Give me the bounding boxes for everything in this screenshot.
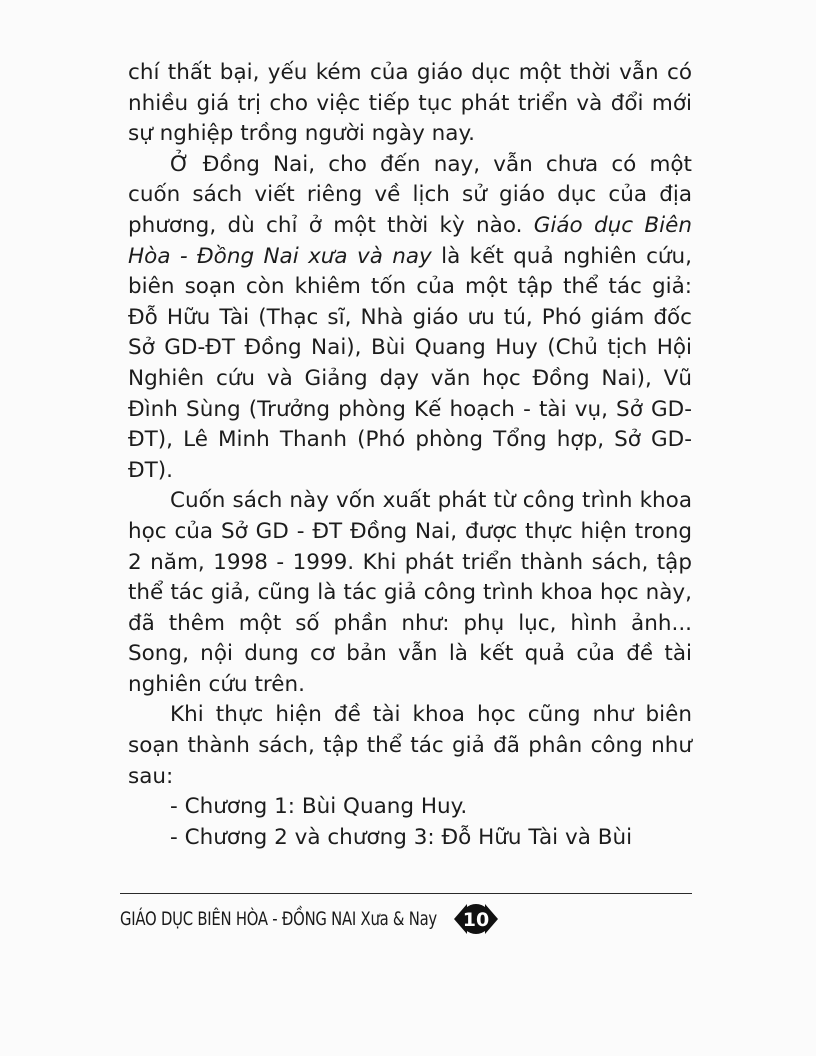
list-item: - Chương 2 và chương 3: Đỗ Hữu Tài và Bùi	[170, 824, 633, 850]
footer-divider	[120, 893, 692, 894]
paragraph-3: Cuốn sách này vốn xuất phát từ công trình khoa học của Sở GD - ĐT Đồng Nai, được thực hiện trong 2 năm, 1998 - 1999. Khi phát triển thành sách, tập thể tác giả, cũng là tác giả công trình khoa học này, đã thêm một số phần như: phụ lục, hình ảnh... Song, nội dung cơ bản vẫn là kết quả của đề tài nghiên cứu trên.	[128, 488, 692, 697]
paragraph-2	[128, 150, 692, 487]
paragraph-2-rest: là kết quả nghiên cứu, biên soạn còn khiêm tốn của một tập thể tác giả: Đỗ Hữu Tài (Thạc sĩ, Nhà giáo ưu tú, Phó giám đốc Sở GD-ĐT Đồng Nai), Bùi Quang Huy (Chủ tịch Hội Nghiên cứu và Giảng dạy văn học Đồng Nai), Vũ Đình Sùng (Trưởng phòng Kế hoạch - tài vụ, Sở GD-ĐT), Lê Minh Thanh (Phó phòng Tổng hợp, Sở GD- ĐT).	[128, 243, 692, 483]
page-number: 10	[462, 909, 490, 931]
paragraph-2-start: Ở Đồng Nai, cho đến nay, vẫn chưa có một cuốn sách viết riêng về lịch sử giáo dục của địa phương, dù chỉ ở một thời kỳ nào.	[128, 151, 692, 238]
body-text	[128, 58, 692, 853]
paragraph-1: chí thất bại, yếu kém của giáo dục một thời vẫn có nhiều giá trị cho việc tiếp tục phát triển và đổi mới sự nghiệp trồng người ngày nay.	[128, 60, 692, 147]
page-number-badge	[454, 901, 498, 937]
book-title-italic: Giáo dục Biên Hòa - Đồng Nai xưa và nay	[128, 212, 692, 269]
list-item: - Chương 1: Bùi Quang Huy.	[170, 794, 468, 820]
running-footer-title: GIÁO DỤC BIÊN HÒA - ĐỒNG NAI Xưa & Nay	[120, 908, 437, 930]
page-footer	[120, 897, 526, 941]
paragraph-4: Khi thực hiện đề tài khoa học cũng như biên soạn thành sách, tập thể tác giả đã phân công như sau:	[128, 702, 692, 789]
